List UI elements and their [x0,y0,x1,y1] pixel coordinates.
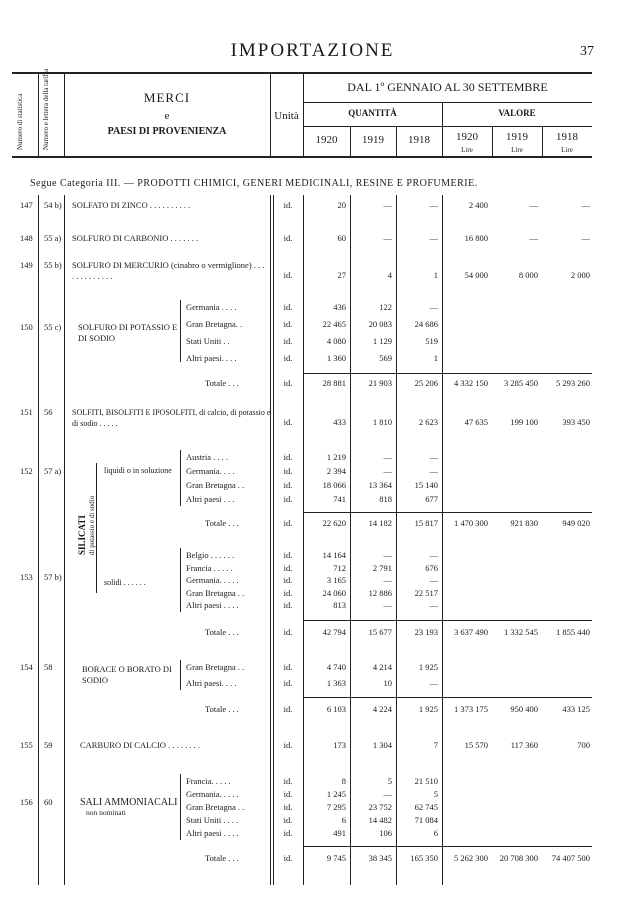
tariff-code: 57 a) [44,466,62,476]
unit-cell: id. [283,704,293,714]
quantity-cell: 14 182 [368,518,392,528]
quantity-cell: 4 214 [372,662,392,672]
quantity-cell: 676 [425,562,438,573]
value-cell: 5 262 300 [454,853,488,863]
quantity-cell: 1 925 [418,662,438,672]
quantity-cell: 25 206 [414,378,438,388]
tariff-code: 60 [44,797,53,807]
quantity-cell: — [429,575,438,585]
tariff-code: 55 a) [44,233,62,243]
quantity-cell: — [429,600,438,610]
unit-cell: id. [283,802,293,812]
tariff-code: 55 c) [44,322,62,332]
quantity-cell: — [383,550,392,560]
quantity-cell: 4 [387,270,392,280]
country-name: Stati Uniti . . . . [186,815,239,825]
value-cell: — [529,233,538,243]
quantity-cell: — [429,550,438,560]
brace [180,450,181,506]
lire-label: Lire [511,146,523,154]
lire-label: Lire [561,146,573,154]
country-name: Gran Bretagna . . [186,480,245,490]
stat-number: 148 [20,233,33,243]
unit-cell: id. [283,853,293,863]
totale-label: Totale . . . [205,378,239,388]
unit-cell: id. [283,200,293,210]
rule [38,73,39,157]
unit-cell: id. [283,776,293,786]
value-cell: — [581,233,590,243]
value-cell: 700 [577,740,590,750]
value-cell: 3 285 450 [504,378,538,388]
totale-label: Totale . . . [205,518,239,528]
value-cell: 16 800 [464,233,488,243]
value-cell: 393 450 [562,417,590,427]
quantity-cell: 6 [433,828,438,838]
quantity-cell: 21 903 [368,378,392,388]
quantity-cell: 24 686 [414,319,438,329]
commodity-name: SALI AMMONIACALI [80,797,178,808]
col-num-header: Numero di statistica [16,93,24,150]
unit-cell: id. [283,480,293,490]
year-q-1918: 1918 [408,134,430,146]
tariff-code: 58 [44,662,53,672]
quantity-cell: 28 881 [322,378,346,388]
rule [303,102,592,103]
country-name: Francia. . . . . [186,776,231,786]
quantity-cell: 13 364 [368,480,392,490]
unit-cell: id. [283,600,293,610]
rule [303,697,592,698]
quantity-cell: 569 [379,353,392,363]
unit-cell: id. [283,662,293,672]
quantity-cell: 4 080 [326,336,346,346]
value-cell: 1 855 440 [556,627,590,637]
rule [270,195,271,885]
commodity-sub: non nominati [86,808,126,817]
unit-cell: id. [283,562,293,573]
solidi-label: solidi . . . . . . [104,578,146,587]
quantity-cell: 60 [337,233,346,243]
rule [442,195,443,885]
value-cell: 1 470 300 [454,518,488,528]
rule [38,195,39,885]
value-cell: 949 020 [562,518,590,528]
quantita-header: QUANTITÀ [348,108,397,118]
brace [180,548,181,612]
quantity-cell: — [383,466,392,476]
quantity-cell: 677 [425,494,438,504]
value-cell: — [529,200,538,210]
commodity-name: BORACE O BORATO DI SODIO [82,664,172,685]
country-name: Austria . . . . [186,452,229,462]
country-name: Germania. . . . [186,466,235,476]
quantity-cell: 9 745 [326,853,346,863]
country-name: Altri paesi . . . . [186,828,239,838]
commodity-name: CARBURO DI CALCIO . . . . . . . . [80,740,200,750]
quantity-cell: 20 083 [368,319,392,329]
quantity-cell: 62 745 [414,802,438,812]
rule [303,126,592,127]
quantity-cell: 1 360 [326,353,346,363]
value-cell: 117 360 [510,740,538,750]
quantity-cell: 18 066 [322,480,346,490]
quantity-cell: 4 224 [372,704,392,714]
value-cell: 4 332 150 [454,378,488,388]
quantity-cell: — [383,600,392,610]
quantity-cell: 10 [383,678,392,688]
quantity-cell: 1 810 [372,417,392,427]
tariff-code: 56 [44,407,53,417]
year-q-1919: 1919 [362,134,384,146]
quantity-cell: 6 103 [326,704,346,714]
quantity-cell: — [429,200,438,210]
quantity-cell: 818 [379,494,392,504]
quantity-cell: — [383,200,392,210]
value-cell: 20 708 300 [499,853,538,863]
quantity-cell: 42 794 [322,627,346,637]
totale-label: Totale . . . [205,853,239,863]
quantity-cell: 3 165 [326,575,346,585]
unit-cell: id. [283,466,293,476]
page-title: IMPORTAZIONE [230,40,395,61]
col-tariffa-header: Numero e lettera della tariffa [42,68,50,150]
value-cell: 54 000 [464,270,488,280]
country-name: Gran Bretagna. . [186,319,243,329]
unit-cell: id. [283,678,293,688]
quantity-cell: 741 [333,494,346,504]
brace [96,463,97,593]
category-heading: Segue Categoria III. — PRODOTTI CHIMICI, GENERI MEDICINALI, RESINE E PROFUMERIE. [30,178,478,189]
unit-cell: id. [283,270,293,280]
stat-number: 147 [20,200,33,210]
e-header: e [164,110,170,122]
unit-cell: id. [283,518,293,528]
country-name: Altri paesi. . . . [186,353,237,363]
value-cell: 1 332 545 [504,627,538,637]
value-cell: 15 570 [464,740,488,750]
totale-label: Totale . . . [205,704,239,714]
unit-cell: id. [283,789,293,799]
tariff-code: 55 b) [44,260,62,270]
quantity-cell: 7 [433,740,438,750]
quantity-cell: — [383,452,392,462]
quantity-cell: — [429,466,438,476]
paesi-header: PAESI DI PROVENIENZA [107,126,227,137]
quantity-cell: 1 363 [326,678,346,688]
rule [12,72,592,74]
quantity-cell: 38 345 [368,853,392,863]
quantity-cell: 122 [379,302,392,312]
country-name: Gran Bretagna . . [186,802,245,812]
quantity-cell: 22 465 [322,319,346,329]
quantity-cell: 27 [337,270,346,280]
quantity-cell: 1 [433,270,438,280]
country-name: Francia . . . . . [186,562,233,573]
unit-cell: id. [283,336,293,346]
silicati-label: SILICATI [77,515,87,555]
year-v-1919: 1919 [506,131,528,143]
silicati-sub: di potassio e di sodio [88,495,96,555]
period-header: DAL 1º GENNAIO AL 30 SETTEMBRE [347,80,548,94]
quantity-cell: 4 740 [326,662,346,672]
quantity-cell: 106 [379,828,392,838]
quantity-cell: 14 482 [368,815,392,825]
quantity-cell: 15 817 [414,518,438,528]
value-cell: — [581,200,590,210]
lire-label: Lire [461,146,473,154]
quantity-cell: — [429,302,438,312]
quantity-cell: 8 [341,776,346,786]
value-cell: 2 000 [570,270,590,280]
rule [12,156,592,158]
value-cell: 3 637 490 [454,627,488,637]
value-cell: 5 293 260 [556,378,590,388]
brace [180,660,181,690]
quantity-cell: 21 510 [414,776,438,786]
value-cell: 921 830 [510,518,538,528]
valore-header: VALORE [498,108,536,118]
unita-header: Unità [274,110,299,122]
rule [64,195,65,885]
quantity-cell: 22 517 [414,587,438,598]
value-cell: 74 407 500 [551,853,590,863]
brace [180,300,181,362]
value-cell: 8 000 [518,270,538,280]
commodity-name: SOLFATO DI ZINCO . . . . . . . . . . [72,200,191,210]
quantity-cell: 23 752 [368,802,392,812]
unit-cell: id. [283,587,293,598]
quantity-cell: 23 193 [414,627,438,637]
unit-cell: id. [283,353,293,363]
quantity-cell: 1 925 [418,704,438,714]
rule [303,620,592,621]
quantity-cell: — [429,233,438,243]
value-cell: 199 100 [510,417,538,427]
quantity-cell: 165 350 [410,853,438,863]
country-name: Altri paesi. . . . [186,678,237,688]
quantity-cell: 433 [333,417,346,427]
unit-cell: id. [283,302,293,312]
country-name: Germania. . . . . [186,789,239,799]
stat-number: 153 [20,572,33,582]
quantity-cell: 5 [433,789,438,799]
unit-cell: id. [283,494,293,504]
quantity-cell: 173 [333,740,346,750]
stat-number: 155 [20,740,33,750]
stat-number: 149 [20,260,33,270]
country-name: Stati Uniti . . [186,336,230,346]
stat-number: 150 [20,322,33,332]
country-name: Altri paesi . . . . [186,600,239,610]
tariff-code: 57 b) [44,572,62,582]
quantity-cell: 519 [425,336,438,346]
tariff-code: 54 b) [44,200,62,210]
value-cell: 433 125 [562,704,590,714]
unit-cell: id. [283,233,293,243]
quantity-cell: 712 [333,562,346,573]
quantity-cell: — [383,233,392,243]
quantity-cell: 1 [433,353,438,363]
rule [303,846,592,847]
quantity-cell: — [383,575,392,585]
unit-cell: id. [283,828,293,838]
quantity-cell: 491 [333,828,346,838]
quantity-cell: 5 [387,776,392,786]
quantity-cell: — [429,678,438,688]
value-cell: 950 400 [510,704,538,714]
stat-number: 151 [20,407,33,417]
unit-cell: id. [283,815,293,825]
quantity-cell: 2 791 [372,562,392,573]
quantity-cell: 7 295 [326,802,346,812]
rule [303,373,592,374]
stat-number: 156 [20,797,33,807]
quantity-cell: 436 [333,302,346,312]
commodity-name: SOLFURO DI POTASSIO E DI SODIO [78,322,178,343]
page-number: 37 [580,44,594,59]
unit-cell: id. [283,378,293,388]
quantity-cell: 1 219 [326,452,346,462]
quantity-cell: 22 620 [322,518,346,528]
commodity-name: SOLFURO DI MERCURIO (cinabro o vermiglione) . . . . . . . . . . . . . [72,260,265,281]
quantity-cell: 2 394 [326,466,346,476]
quantity-cell: 813 [333,600,346,610]
quantity-cell: 6 [341,815,346,825]
year-v-1920: 1920 [456,131,478,143]
unit-cell: id. [283,575,293,585]
quantity-cell: 15 677 [368,627,392,637]
commodity-name: SOLFURO DI CARBONIO . . . . . . . [72,233,199,243]
quantity-cell: 12 886 [368,587,392,598]
liquidi-label: liquidi o in soluzione [104,466,172,475]
value-cell: 2 400 [468,200,488,210]
quantity-cell: 1 129 [372,336,392,346]
year-v-1918: 1918 [556,131,578,143]
quantity-cell: 71 084 [414,815,438,825]
stat-number: 152 [20,466,33,476]
quantity-cell: 1 245 [326,789,346,799]
unit-cell: id. [283,550,293,560]
unit-cell: id. [283,740,293,750]
value-cell: 47 635 [464,417,488,427]
country-name: Gran Bretagna . . [186,587,245,598]
brace [180,774,181,840]
year-q-1920: 1920 [315,134,338,146]
quantity-cell: — [383,789,392,799]
unit-cell: id. [283,417,293,427]
tariff-code: 59 [44,740,53,750]
totale-label: Totale . . . [205,627,239,637]
quantity-cell: 20 [337,200,346,210]
commodity-name: SOLFITI, BISOLFITI E IPOSOLFITI, di calcio, di potassio e di sodio . . . . . [72,408,271,428]
rule [303,512,592,513]
unit-cell: id. [283,319,293,329]
country-name: Gran Bretagna . . [186,662,245,672]
quantity-cell: 24 060 [322,587,346,598]
value-cell: 1 373 175 [454,704,488,714]
quantity-cell: 14 164 [322,550,346,560]
unit-cell: id. [283,627,293,637]
quantity-cell: 15 140 [414,480,438,490]
quantity-cell: 2 623 [418,417,438,427]
quantity-cell: — [429,452,438,462]
stat-number: 154 [20,662,33,672]
merci-header: MERCI [143,90,191,105]
country-name: Germania. . . . . [186,575,239,585]
quantity-cell: 1 304 [372,740,392,750]
country-name: Belgio . . . . . . [186,550,235,560]
country-name: Altri paesi . . . [186,494,235,504]
unit-cell: id. [283,452,293,462]
country-name: Germania . . . . [186,302,237,312]
